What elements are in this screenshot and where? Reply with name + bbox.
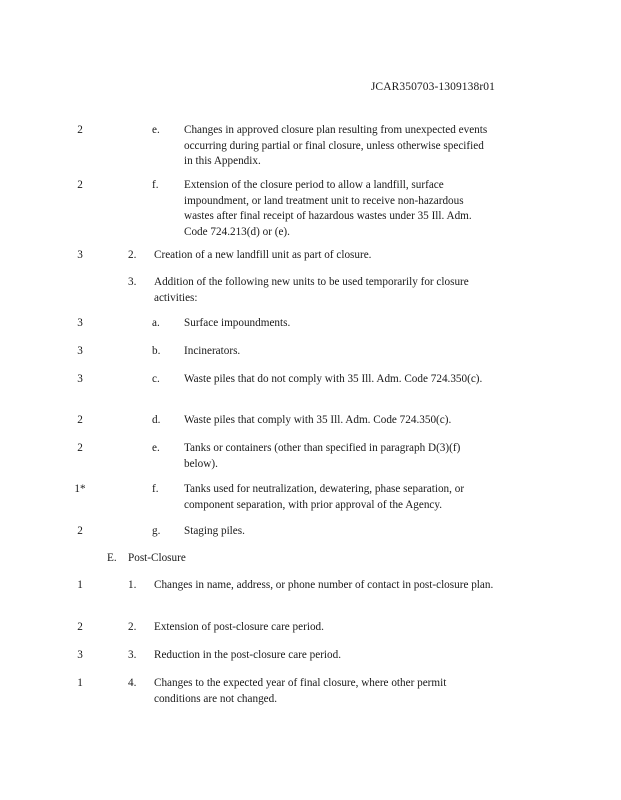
- level-number: 2: [77, 414, 83, 426]
- item-text: Extension of the closure period to allow a landfill, surface impoundment, or land treatment unit to receive non-hazardous wastes after final receipt of hazardous wastes under 35 Ill. Adm. Code 724.213(d) or (e).: [184, 179, 472, 238]
- section-title: Post-Closure: [128, 552, 186, 564]
- level-number: 1*: [74, 483, 86, 495]
- level-number: 3: [77, 649, 83, 661]
- level-number: 3: [77, 345, 83, 357]
- level-number: 2: [77, 179, 83, 191]
- item-label: 4.: [128, 677, 137, 689]
- item-label: f.: [152, 179, 159, 191]
- level-number: 1: [77, 677, 83, 689]
- item-label: 2.: [128, 249, 137, 261]
- level-number: 2: [77, 621, 83, 633]
- level-number: 3: [77, 373, 83, 385]
- item-text: Changes in approved closure plan resulting from unexpected events occurring during partial or final closure, unless otherwise specified in this Appendix.: [184, 124, 488, 167]
- item-text: Extension of post-closure care period.: [154, 621, 324, 633]
- item-label: c.: [152, 373, 160, 385]
- item-label: 3.: [128, 649, 137, 661]
- level-number: 2: [77, 525, 83, 537]
- item-label: 1.: [128, 579, 137, 591]
- level-number: 2: [77, 442, 83, 454]
- item-label: f.: [152, 483, 159, 495]
- item-label: e.: [152, 124, 160, 136]
- item-text: Incinerators.: [184, 345, 241, 357]
- item-text: Creation of a new landfill unit as part of closure.: [154, 249, 372, 261]
- item-label: d.: [152, 414, 161, 426]
- item-label: g.: [152, 525, 161, 537]
- item-text: Changes in name, address, or phone number of contact in post-closure plan.: [154, 579, 494, 591]
- item-label: 3.: [128, 276, 137, 288]
- item-label: e.: [152, 442, 160, 454]
- item-text: Waste piles that comply with 35 Ill. Adm. Code 724.350(c).: [184, 414, 452, 426]
- item-text: Staging piles.: [184, 525, 245, 537]
- item-label: a.: [152, 317, 160, 329]
- level-number: 2: [77, 124, 83, 136]
- level-number: 3: [77, 317, 83, 329]
- item-label: b.: [152, 345, 161, 357]
- item-text: Reduction in the post-closure care period.: [154, 649, 342, 661]
- section-label: E.: [107, 552, 117, 564]
- item-text: Waste piles that do not comply with 35 Ill. Adm. Code 724.350(c).: [184, 373, 483, 385]
- level-number: 3: [77, 249, 83, 261]
- item-text: Changes to the expected year of final closure, where other permit conditions are not changed.: [154, 677, 447, 705]
- item-text: Tanks used for neutralization, dewatering, phase separation, or component separation, with prior approval of the Agency.: [184, 483, 465, 511]
- item-label: 2.: [128, 621, 137, 633]
- document-header: JCAR350703-1309138r01: [370, 81, 495, 93]
- item-text: Surface impoundments.: [184, 317, 291, 329]
- item-text: Addition of the following new units to be used temporarily for closure activities:: [154, 276, 469, 304]
- level-number: 1: [77, 579, 83, 591]
- item-text: Tanks or containers (other than specified in paragraph D(3)(f) below).: [184, 442, 461, 470]
